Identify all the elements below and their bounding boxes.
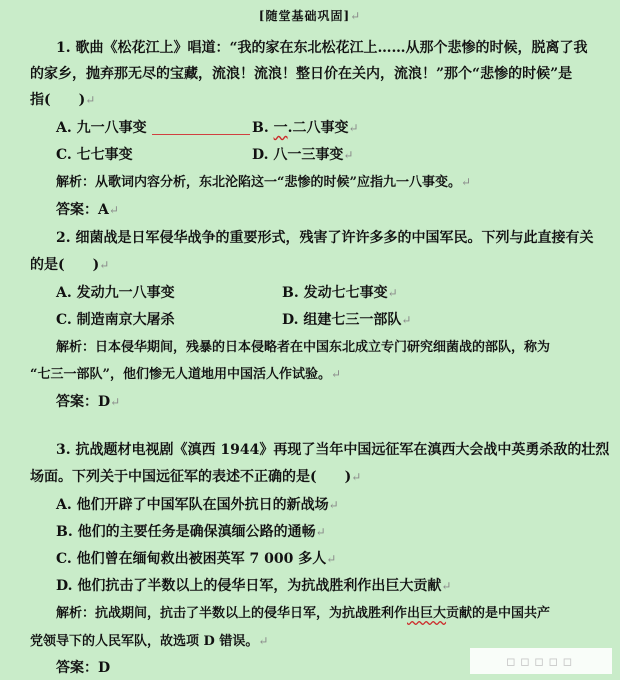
q1-option-d: [252, 145, 353, 165]
return-mark: ↵: [258, 634, 269, 648]
return-mark: ↵: [330, 367, 342, 381]
q3-option-d-text: D. 他们抗击了半数以上的侵华日军，为抗战胜利作出巨大贡献: [56, 578, 442, 594]
return-mark: ↵: [343, 148, 354, 162]
q2-option-c: C. 制造南京大屠杀: [56, 312, 175, 328]
return-mark: ↵: [348, 121, 359, 135]
q1-option-c: C. 七七事变: [56, 147, 133, 163]
q3-option-a: [56, 495, 339, 515]
section-header-text: [随堂基础巩固]: [258, 9, 351, 23]
q1-option-a-underline: [152, 134, 250, 135]
watermark-logo: ▫▫▫▫▫: [470, 648, 612, 674]
q3-option-d: [56, 576, 451, 596]
q2-option-a: A. 发动九一八事变: [56, 285, 175, 301]
q2-stem-line1: 2. 细菌战是日军侵华战争的重要形式，残害了许许多多的中国军民。下列与此直接有关: [56, 230, 594, 246]
q2-option-d: [282, 310, 411, 330]
q1-stem-line3-text: 指( ): [30, 92, 86, 108]
q1-analysis: [56, 172, 471, 193]
return-mark: ↵: [328, 498, 339, 512]
q3-analysis-line1: [56, 604, 550, 624]
return-mark: ↵: [108, 203, 119, 217]
q3-option-b: [56, 522, 326, 542]
q3-analysis-line1-b: 贡献的是中国共产: [446, 606, 551, 621]
q1-stem-line3: [30, 90, 95, 110]
return-mark: ↵: [460, 175, 472, 189]
return-mark: ↵: [350, 9, 362, 23]
return-mark: ↵: [110, 395, 121, 409]
q2-analysis-line2-text: “七三一部队”，他们惨无人道地用中国活人作试验。: [30, 367, 331, 382]
q3-answer: 答案：D: [56, 660, 111, 676]
q1-answer: [56, 200, 119, 220]
q3-option-a-text: A. 他们开辟了中国军队在国外抗日的新战场: [56, 497, 329, 513]
q1-option-a: A. 九一八事变: [56, 120, 147, 136]
q3-option-c-text: C. 他们曾在缅甸救出被困英军 7 000 多人: [56, 551, 327, 567]
q3-analysis-line1-wavy: 出巨大: [407, 606, 447, 621]
q2-analysis-line1: 解析：日本侵华期间，残暴的日本侵略者在中国东北成立专门研究细菌战的部队，称为: [56, 340, 551, 355]
q1-stem-line1: 1. 歌曲《松花江上》唱道：“我的家在东北松花江上……从那个悲惨的时候，脱离了我: [56, 40, 588, 56]
return-mark: ↵: [401, 313, 412, 327]
q1-option-b: [252, 118, 359, 138]
q1-option-b-prefix: B.: [252, 120, 274, 136]
q2-stem-line2-text: 的是( ): [30, 257, 100, 273]
q3-stem-line2-text: 场面。下列关于中国远征军的表述不正确的是( ): [30, 469, 352, 485]
return-mark: ↵: [351, 470, 362, 484]
q3-option-c: [56, 549, 336, 569]
return-mark: ↵: [315, 525, 326, 539]
q3-stem-line1: 3. 抗战题材电视剧《滇西 1944》再现了当年中国远征军在滇西大会战中英勇杀敌的壮烈: [56, 442, 610, 458]
q3-option-b-text: B. 他们的主要任务是确保滇缅公路的通畅: [56, 524, 316, 540]
q2-analysis-line2: [30, 364, 341, 385]
return-mark: ↵: [387, 286, 398, 300]
q2-option-d-text: D. 组建七三一部队: [282, 312, 402, 328]
q2-option-b: [282, 283, 398, 303]
q1-option-b-wavy: 一: [273, 120, 288, 136]
q3-analysis-line2-text: 党领导下的人民军队，故选项 D 错误。: [30, 634, 259, 649]
q2-option-b-text: B. 发动七七事变: [282, 285, 388, 301]
q3-stem-line2: [30, 467, 361, 487]
q1-option-d-text: D. 八一三事变: [252, 147, 344, 163]
q2-answer: [56, 392, 120, 412]
q1-analysis-text: 解析：从歌词内容分析，东北沦陷这一“悲惨的时候”应指九一八事变。: [56, 175, 461, 190]
q2-answer-text: 答案：D: [56, 394, 111, 410]
q1-stem-line2: 的家乡，抛弃那无尽的宝藏，流浪！流浪！整日价在关内，流浪！”那个“悲惨的时候”是: [30, 66, 573, 82]
return-mark: ↵: [85, 93, 96, 107]
q3-analysis-line2: [30, 631, 268, 652]
q1-option-b-rest: .二八事变: [287, 120, 349, 136]
return-mark: ↵: [326, 552, 337, 566]
return-mark: ↵: [441, 579, 452, 593]
return-mark: ↵: [99, 258, 110, 272]
q3-analysis-line1-a: 解析：抗战期间，抗击了半数以上的侵华日军，为抗战胜利作: [56, 606, 408, 621]
q2-stem-line2: [30, 255, 109, 275]
section-header: [0, 6, 620, 26]
q1-answer-text: 答案：A: [56, 202, 109, 218]
